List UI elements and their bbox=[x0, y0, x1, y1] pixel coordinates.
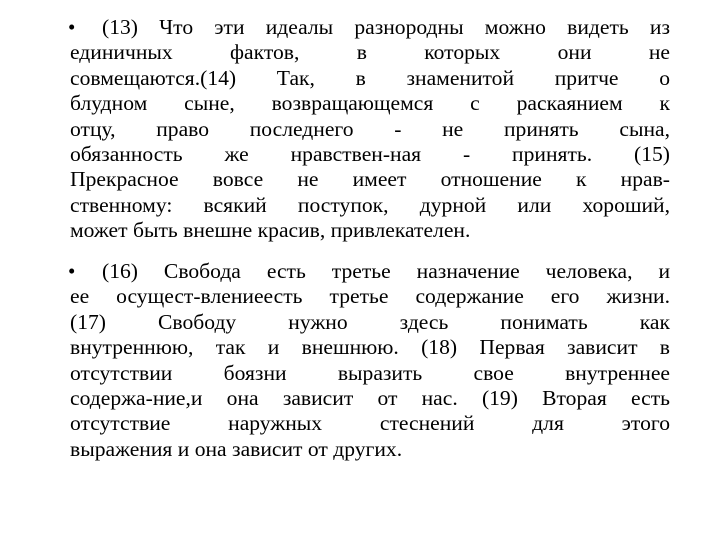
text-line: отсутствие наружных стеснений для этого bbox=[70, 411, 670, 436]
text-line: обязанность же нравствен-ная - принять. (15) bbox=[70, 141, 670, 166]
text-line: единичных фактов, в которых они не bbox=[70, 40, 670, 65]
bullet-paragraph-1 bbox=[70, 15, 670, 244]
text-line: может быть внешне красив, привлекателен. bbox=[70, 218, 471, 243]
text-line: ее осущест-влениеесть третье содержание его жизни. bbox=[70, 284, 670, 309]
text-line: блудном сыне, возвращающемся с раскаянием к bbox=[70, 91, 670, 116]
text-line: (16) Свобода есть третье назначение человека, и bbox=[102, 259, 670, 283]
text-line: выражения и она зависит от других. bbox=[70, 436, 403, 461]
text-line: Прекрасное вовсе не имеет отношение к нрав- bbox=[70, 167, 670, 192]
bullet-marker: • bbox=[68, 15, 76, 39]
text-line: внутреннюю, так и внешнюю. (18) Первая зависит в bbox=[70, 335, 670, 360]
text-line: отсутствии боязни выразить свое внутреннее bbox=[70, 360, 670, 385]
bullet-paragraph-2 bbox=[70, 259, 670, 462]
text-line: (17) Свободу нужно здесь понимать как bbox=[70, 309, 670, 334]
text-line: совмещаются.(14) Так, в знаменитой притче о bbox=[70, 65, 670, 90]
text-line: содержа-ние,и она зависит от нас. (19) Вторая есть bbox=[70, 385, 670, 410]
text-line: отцу, право последнего - не принять сына, bbox=[70, 116, 670, 141]
bullet-marker: • bbox=[68, 259, 76, 283]
text-line: ственному: всякий поступок, дурной или хороший, bbox=[70, 192, 670, 217]
text-line: (13) Что эти идеалы разнородны можно видеть из bbox=[102, 15, 670, 39]
